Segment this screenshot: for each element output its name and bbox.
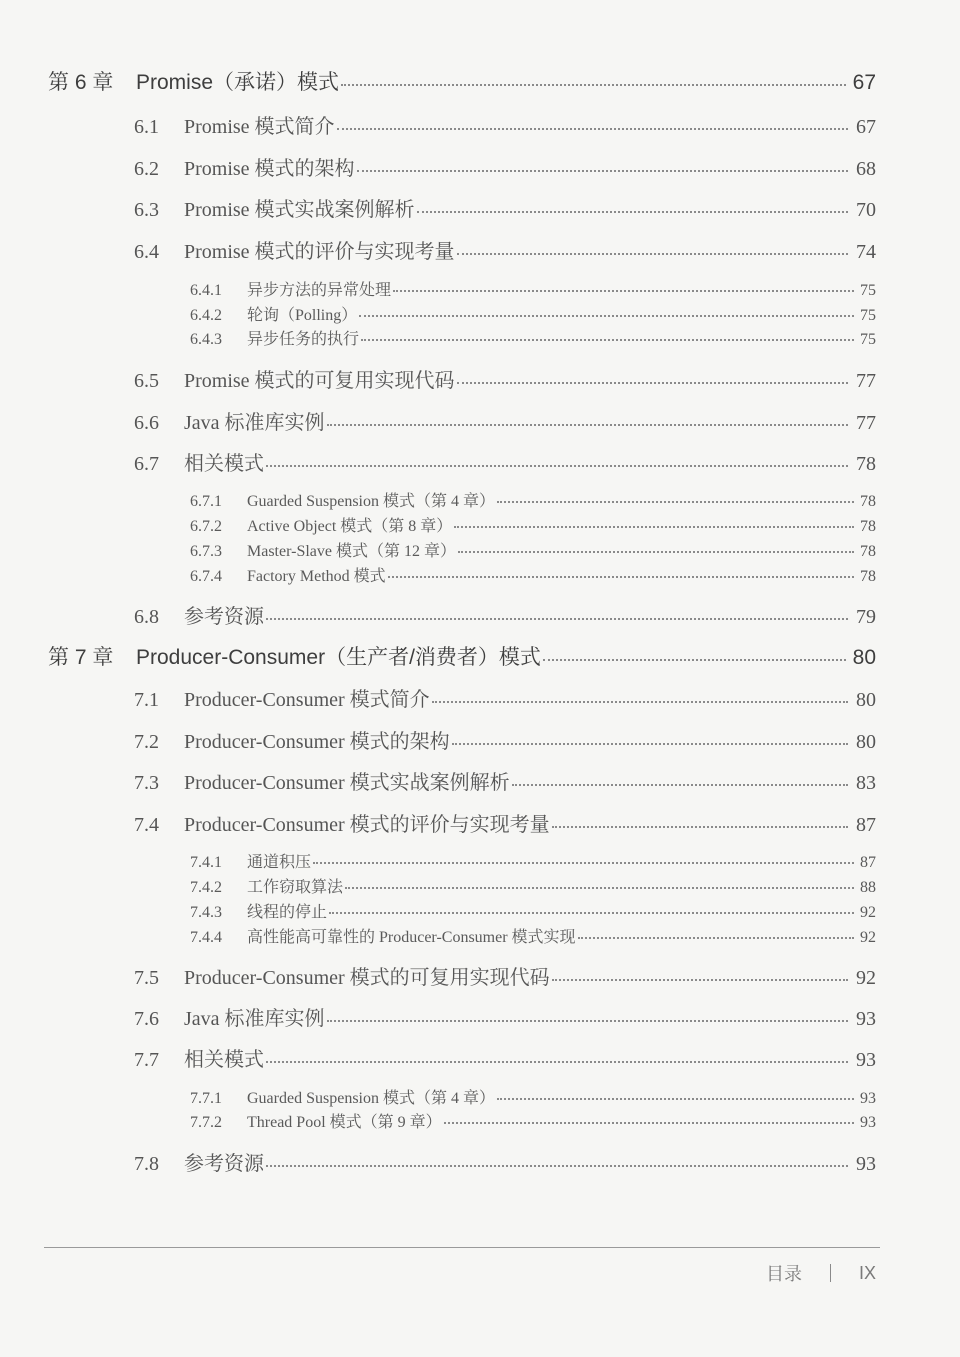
toc-subsection-6-4-1 <box>190 277 876 300</box>
toc-title: Producer-Consumer 模式简介 <box>184 689 430 711</box>
toc-subsection-6-4-2 <box>190 302 876 325</box>
toc-number: 7.7.1 <box>190 1090 222 1107</box>
toc-page: 67 <box>852 71 876 94</box>
toc-number: 7.2 <box>134 731 159 753</box>
dot-leader <box>357 170 848 172</box>
toc-page: 83 <box>856 772 876 794</box>
toc-page: 93 <box>856 1049 876 1071</box>
toc-title: Promise（承诺）模式 <box>136 71 340 94</box>
toc-page: 68 <box>856 158 876 180</box>
toc-page: 78 <box>856 453 876 475</box>
toc-number: 7.4.4 <box>190 929 222 946</box>
footer-section-label: 目录 <box>765 1264 802 1284</box>
dot-leader <box>327 1020 848 1022</box>
dot-leader <box>266 465 848 467</box>
toc-page: 93 <box>860 1090 876 1107</box>
footer-divider <box>44 1247 880 1248</box>
toc-title: Java 标准库实例 <box>184 1008 325 1030</box>
toc-page: 80 <box>852 646 876 669</box>
toc-number: 6.7.2 <box>190 518 222 535</box>
toc-page: 77 <box>856 370 876 392</box>
toc-number: 7.6 <box>134 1008 159 1030</box>
toc-number: 7.7.2 <box>190 1114 222 1131</box>
toc-number: 6.2 <box>134 158 159 180</box>
toc-page: 87 <box>856 814 876 836</box>
page-footer <box>766 1260 876 1286</box>
toc-page: 93 <box>856 1153 876 1175</box>
dot-leader <box>543 659 846 661</box>
toc-page: 92 <box>860 904 876 921</box>
toc-number: 7.7 <box>134 1049 159 1071</box>
toc-subsection-6-7-1 <box>190 488 876 511</box>
toc-section-6-8 <box>134 600 876 629</box>
dot-leader <box>361 339 854 341</box>
toc-title: Active Object 模式（第 8 章） <box>247 518 453 535</box>
dot-leader <box>497 501 854 503</box>
dot-leader <box>266 1165 848 1167</box>
toc-page: 74 <box>856 241 876 263</box>
toc-page: 78 <box>860 568 876 585</box>
dot-leader <box>457 253 848 255</box>
dot-leader <box>417 211 848 213</box>
dot-leader <box>327 424 848 426</box>
toc-title: Factory Method 模式 <box>247 568 386 585</box>
toc-page: 78 <box>860 543 876 560</box>
dot-leader <box>454 526 854 528</box>
toc-number: 7.4.2 <box>190 879 222 896</box>
toc-page: 87 <box>860 854 876 871</box>
toc-subsection-7-4-2 <box>190 874 876 897</box>
toc-title: Producer-Consumer 模式实战案例解析 <box>184 772 510 794</box>
toc-title: Java 标准库实例 <box>184 412 325 434</box>
toc-title: 线程的停止 <box>247 904 328 921</box>
toc-number: 6.1 <box>134 116 159 138</box>
footer-separator <box>830 1264 831 1282</box>
toc-subsection-7-4-1 <box>190 849 876 872</box>
toc-subsection-7-7-2 <box>190 1109 876 1132</box>
dot-leader <box>313 862 854 864</box>
toc-number: 7.8 <box>134 1153 159 1175</box>
dot-leader <box>457 382 848 384</box>
dot-leader <box>341 84 846 86</box>
toc-page: 67 <box>856 116 876 138</box>
toc-page: 92 <box>860 929 876 946</box>
toc-page: 75 <box>860 307 876 324</box>
toc-number: 7.4.3 <box>190 904 222 921</box>
toc-title: 高性能高可靠性的 Producer-Consumer 模式实现 <box>247 929 576 946</box>
dot-leader <box>359 315 854 317</box>
toc-title: Promise 模式的评价与实现考量 <box>184 241 455 263</box>
toc-number: 6.3 <box>134 199 159 221</box>
dot-leader <box>266 1061 848 1063</box>
toc-section-6-7 <box>134 447 876 476</box>
dot-leader <box>512 784 848 786</box>
toc-title: Producer-Consumer 模式的架构 <box>184 731 450 753</box>
dot-leader <box>329 912 854 914</box>
toc-title: 异步任务的执行 <box>247 331 360 348</box>
toc-title: Master-Slave 模式（第 12 章） <box>247 543 456 560</box>
dot-leader <box>337 128 848 130</box>
toc-section-6-2 <box>134 152 876 181</box>
toc-section-7-3 <box>134 766 876 795</box>
toc-title: 参考资源 <box>184 606 264 628</box>
toc-title: Producer-Consumer 模式的可复用实现代码 <box>184 967 550 989</box>
dot-leader <box>345 887 854 889</box>
toc-section-7-6 <box>134 1002 876 1031</box>
toc-title: Producer-Consumer 模式的评价与实现考量 <box>184 814 550 836</box>
toc-title: 工作窃取算法 <box>247 879 344 896</box>
toc-title: Promise 模式的架构 <box>184 158 355 180</box>
toc-title: Thread Pool 模式（第 9 章） <box>247 1114 442 1131</box>
toc-number: 6.4.1 <box>190 282 222 299</box>
toc-number: 6.7.1 <box>190 493 222 510</box>
toc-page: 80 <box>856 731 876 753</box>
toc-number: 7.1 <box>134 689 159 711</box>
toc-number: 第 6 章 <box>48 71 114 94</box>
toc-title: Promise 模式的可复用实现代码 <box>184 370 455 392</box>
dot-leader <box>444 1122 854 1124</box>
toc-title: 轮询（Polling） <box>247 307 358 324</box>
toc-section-7-5 <box>134 961 876 990</box>
toc-title: Guarded Suspension 模式（第 4 章） <box>247 493 495 510</box>
dot-leader <box>458 551 854 553</box>
toc-number: 6.5 <box>134 370 159 392</box>
footer-page-number: IX <box>858 1262 876 1283</box>
toc-title: 参考资源 <box>184 1153 264 1175</box>
toc-subsection-6-7-4 <box>190 563 876 586</box>
toc-number: 6.7.3 <box>190 543 222 560</box>
toc-title: Guarded Suspension 模式（第 4 章） <box>247 1090 495 1107</box>
toc-title: 通道积压 <box>247 854 312 871</box>
toc-number: 6.7.4 <box>190 568 222 585</box>
toc-page: 92 <box>856 967 876 989</box>
toc-page: 78 <box>860 518 876 535</box>
toc-title: Promise 模式简介 <box>184 116 335 138</box>
toc-section-7-2 <box>134 725 876 754</box>
toc-page: 80 <box>856 689 876 711</box>
toc-title: Producer-Consumer（生产者/消费者）模式 <box>136 646 541 669</box>
dot-leader <box>552 979 848 981</box>
toc-chapter-7 <box>48 641 876 671</box>
toc-number: 7.5 <box>134 967 159 989</box>
toc-number: 6.6 <box>134 412 159 434</box>
toc-page: 79 <box>856 606 876 628</box>
toc-section-7-8 <box>134 1147 876 1176</box>
toc-subsection-7-7-1 <box>190 1085 876 1108</box>
toc-number: 6.8 <box>134 606 159 628</box>
dot-leader <box>432 701 848 703</box>
toc-subsection-6-7-2 <box>190 513 876 536</box>
dot-leader <box>578 937 854 939</box>
toc-number: 7.3 <box>134 772 159 794</box>
toc-title: 相关模式 <box>184 453 264 475</box>
toc-subsection-7-4-4 <box>190 924 876 947</box>
toc-number: 6.4.2 <box>190 307 222 324</box>
toc-subsection-6-4-3 <box>190 326 876 349</box>
toc-page: 75 <box>860 331 876 348</box>
toc-number: 7.4.1 <box>190 854 222 871</box>
toc-section-7-4 <box>134 808 876 837</box>
toc-section-7-1 <box>134 683 876 712</box>
dot-leader <box>497 1098 854 1100</box>
toc-page: 93 <box>856 1008 876 1030</box>
toc-number: 7.4 <box>134 814 159 836</box>
toc-section-6-1 <box>134 110 876 139</box>
toc-section-6-4 <box>134 235 876 264</box>
toc-page: 70 <box>856 199 876 221</box>
toc-number: 6.4.3 <box>190 331 222 348</box>
toc-subsection-6-7-3 <box>190 538 876 561</box>
toc-page: 75 <box>860 282 876 299</box>
toc-page: 77 <box>856 412 876 434</box>
toc-title: 相关模式 <box>184 1049 264 1071</box>
toc-title: 异步方法的异常处理 <box>247 282 392 299</box>
toc-number: 第 7 章 <box>48 646 114 669</box>
toc-page: 78 <box>860 493 876 510</box>
toc-subsection-7-4-3 <box>190 899 876 922</box>
toc-section-6-3 <box>134 193 876 222</box>
toc-section-7-7 <box>134 1043 876 1072</box>
toc-chapter-6 <box>48 66 876 96</box>
toc-number: 6.7 <box>134 453 159 475</box>
dot-leader <box>552 826 848 828</box>
toc-number: 6.4 <box>134 241 159 263</box>
toc-section-6-5 <box>134 364 876 393</box>
toc-page: 93 <box>860 1114 876 1131</box>
dot-leader <box>388 576 854 578</box>
toc-page: 88 <box>860 879 876 896</box>
dot-leader <box>393 290 854 292</box>
toc-section-6-6 <box>134 406 876 435</box>
toc-title: Promise 模式实战案例解析 <box>184 199 415 221</box>
dot-leader <box>266 618 848 620</box>
dot-leader <box>452 743 848 745</box>
